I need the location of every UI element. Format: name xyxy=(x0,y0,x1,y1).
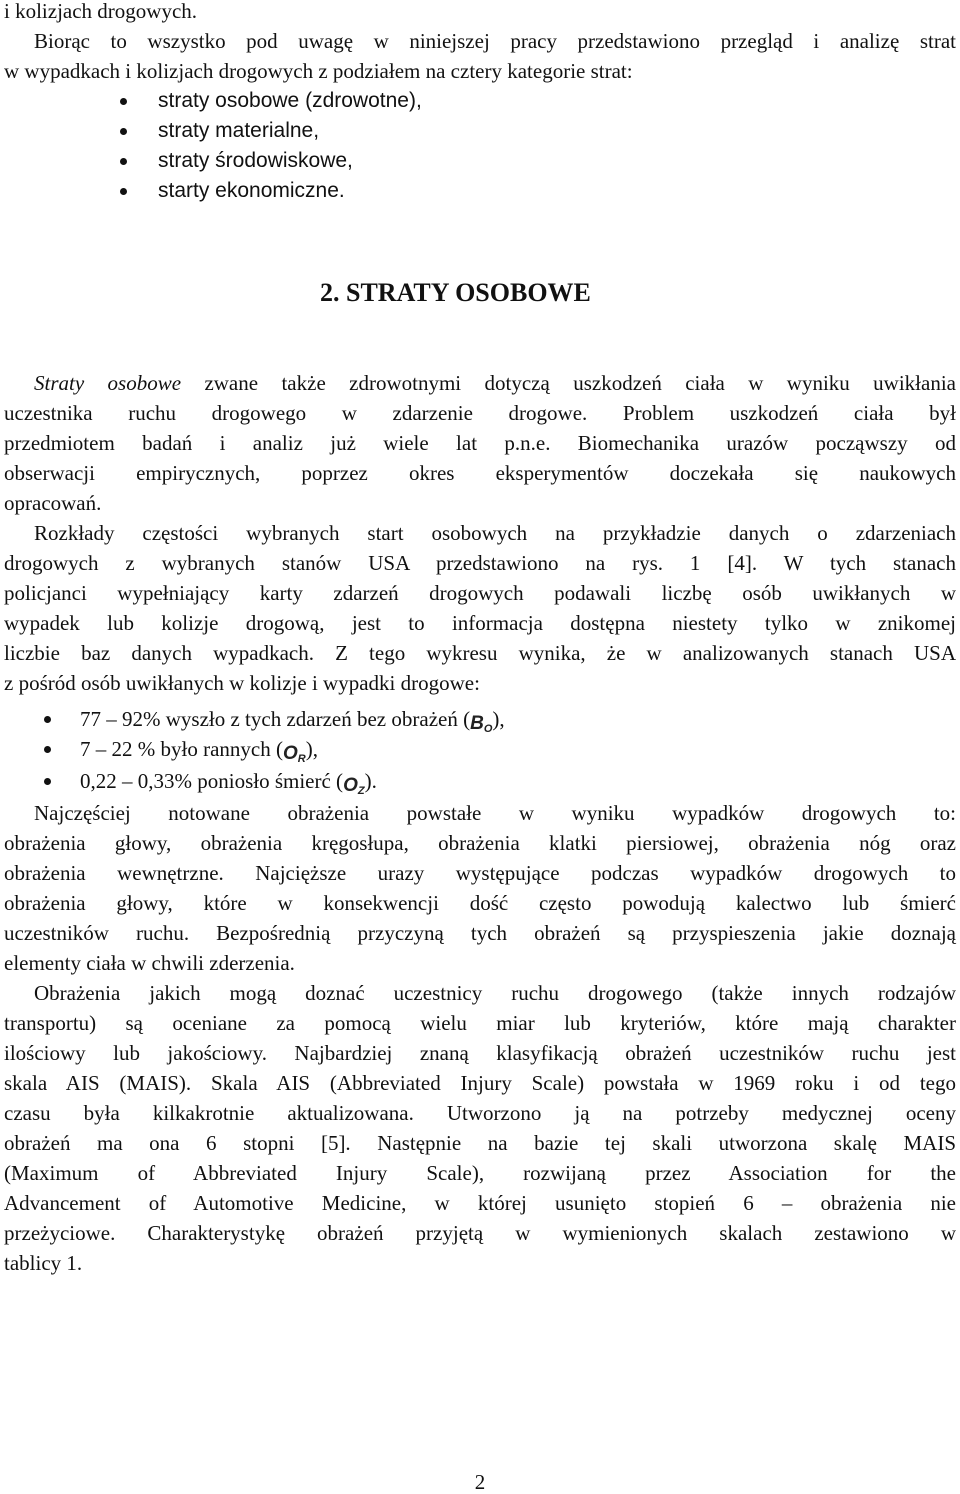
intro-line-2: Biorąc to wszystko pod uwagę w niniejszej pracy przedstawiono przegląd i analizę strat xyxy=(34,29,956,53)
bullet-dot-icon xyxy=(44,716,51,723)
p4-line-7: (Maximum of Abbreviated Injury Scale), rozwijaną przez Association for the xyxy=(4,1161,956,1185)
p4-line-6: obrażeń ma ona 6 stopni [5]. Następnie na bazie tej skali utworzona skalę MAIS xyxy=(4,1131,956,1155)
formula-symbol: $O_Z$ xyxy=(343,775,365,797)
p1-line-4: obserwacji empirycznych, poprzez okres eksperymentów doczekała się naukowych xyxy=(4,461,956,485)
p3-line-5: uczestników ruchu. Bezpośrednią przyczyną tych obrażeń są przyspieszenia jakie doznają xyxy=(4,921,956,945)
bullet-dot-icon xyxy=(120,98,127,105)
p4-line-8: Advancement of Automotive Medicine, w której usunięto stopień 6 – obrażenia nie xyxy=(4,1191,956,1215)
p2-line-6: z pośród osób uwikłanych w kolizje i wypadki drogowe: xyxy=(4,671,480,695)
document-page: i kolizjach drogowych. Biorąc to wszystko pod uwagę w niniejszej pracy przedstawiono przegląd i analizę strat w wypadkach i kolizjach drogowych z podziałem na cztery kategorie strat: straty osobowe (zdrowotne), straty materialne, straty środowiskowe, starty ekonomiczne. 2. STRATY OSOBOWE Straty osobowe zwane także zdrowotnymi dotyczą uszkodzeń ciała w wyniku uwikłania uczestnika ruchu drogowego w zdarzenie drogowe. Problem uszkodzeń ciała był przedmiotem badań i analiz już wiele lat p.n.e. Biomechanika urazów począwszy od obserwacji empirycznych, poprzez okres eksperymentów doczekała się naukowych opracowań. Rozkłady częstości wybranych start osobowych na przykładzie danych o zdarzeniach drogowych z wybranych stanów USA przedstawiono na rys. 1 [4]. W tych stanach policjanci wypełniający karty zdarzeń drogowych podawali liczbę osób uwikłanych w wypadek lub kolizje drogową, jest to informacja dostępna niestety tylko w znikomej liczbie baz danych wypadkach. Z tego wykresu wynika, że w analizowanych stanach USA z pośród osób uwikłanych w kolizje i wypadki drogowe: 77 – 92% wyszło z tych zdarzeń bez obrażeń $(B_O)$, 7 – 22 % było rannych $(O_R)$, 0,22 – 0,33% poniosło śmierć $(O_Z)$. Najczęściej notowane obrażenia powstałe w wyniku wypadków drogowych to: obrażenia głowy, obrażenia kręgosłupa, obrażenia klatki piersiowej, obrażenia nóg oraz obrażenia wewnętrzne. Najcięższe urazy występujące podczas wypadków drogowych to obrażenia głowy, które w konsekwencji dość często powodują kalectwo lub śmierć uczestników ruchu. Bezpośrednią przyczyną tych obrażeń są przyspieszenia jakie doznają elementy ciała w chwili zderzenia. Obrażenia jakich mogą doznać uczestnicy ruchu drogowego (także innych rodzajów transportu) są oceniane za pomocą wielu miar lub kryteriów, które mają charakter ilościowy lub jakościowy. Najbardziej znaną klasyfikacją obrażeń uczestników ruchu jest skala AIS (MAIS). Skala AIS (Abbreviated Injury Scale) powstała w 1969 roku i od tego czasu była kilkakrotnie aktualizowana. Utworzono ją na potrzeby medycznej oceny obrażeń ma ona 6 stopni [5]. Następnie na bazie tej skali utworzona skalę MAIS (Maximum of Abbreviated Injury Scale), rozwijaną przez Association for the Advancement of Automotive Medicine, w której usunięto stopień 6 – obrażenia nie przeżyciowe. Charakterystykę obrażeń przyjętą w wymienionych skalach zestawiono w tablicy 1. 2 xyxy=(0,0,960,1494)
p4-line-1: Obrażenia jakich mogą doznać uczestnicy ruchu drogowego (także innych rodzajów xyxy=(34,981,956,1005)
intro-line-1: i kolizjach drogowych. xyxy=(4,0,198,23)
page-number: 2 xyxy=(474,1470,486,1494)
p2-line-4: wypadek lub kolizje drogową, jest to informacja dostępna niestety tylko w znikomej xyxy=(4,611,956,635)
p3-line-3: obrażenia wewnętrzne. Najcięższe urazy występujące podczas wypadków drogowych to xyxy=(4,861,956,885)
p2-line-3: policjanci wypełniający karty zdarzeń drogowych podawali liczbę osób uwikłanych w xyxy=(4,581,956,605)
p2-line-1: Rozkłady częstości wybranych start osobowych na przykładzie danych o zdarzeniach xyxy=(34,521,956,545)
intro-line-3: w wypadkach i kolizjach drogowych z podziałem na cztery kategorie strat: xyxy=(4,59,633,83)
formula-symbol: $O_R$ xyxy=(282,743,306,765)
p4-line-5: czasu była kilkakrotnie aktualizowana. Utworzono ją na potrzeby medycznej oceny xyxy=(4,1101,956,1125)
bullet-dot-icon xyxy=(120,188,127,195)
bullet-dot-icon xyxy=(120,128,127,135)
p2-line-5: liczbie baz danych wypadkach. Z tego wykresu wynika, że w analizowanych stanach USA xyxy=(4,641,956,665)
p4-line-10: tablicy 1. xyxy=(4,1251,83,1275)
p1-line-1: Straty osobowe zwane także zdrowotnymi dotyczą uszkodzeń ciała w wyniku uwikłania xyxy=(34,371,956,395)
p3-line-6: elementy ciała w chwili zderzenia. xyxy=(4,951,295,975)
p4-line-4: skala AIS (MAIS). Skala AIS (Abbreviated Injury Scale) powstała w 1969 roku i od tego xyxy=(4,1071,956,1095)
p3-line-1: Najczęściej notowane obrażenia powstałe w wyniku wypadków drogowych to: xyxy=(34,801,956,825)
p2-line-2: drogowych z wybranych stanów USA przedstawiono na rys. 1 [4]. W tych stanach xyxy=(4,551,956,575)
p4-line-2: transportu) są oceniane za pomocą wielu miar lub kryteriów, które mają charakter xyxy=(4,1011,956,1035)
p1-line-2: uczestnika ruchu drogowego w zdarzenie drogowe. Problem uszkodzeń ciała był xyxy=(4,401,956,425)
p3-line-2: obrażenia głowy, obrażenia kręgosłupa, obrażenia klatki piersiowej, obrażenia nóg oraz xyxy=(4,831,956,855)
bullet-dot-icon xyxy=(44,778,51,785)
section-heading: 2. STRATY OSOBOWE xyxy=(320,278,591,307)
formula-symbol: $B_O$ xyxy=(470,713,493,735)
bullet-dot-icon xyxy=(120,158,127,165)
p1-line-3: przedmiotem badań i analiz już wiele lat p.n.e. Biomechanika urazów począwszy od xyxy=(4,431,956,455)
p3-line-4: obrażenia głowy, które w konsekwencji dość często powodują kalectwo lub śmierć xyxy=(4,891,956,915)
p4-line-3: ilościowy lub jakościowy. Najbardziej znaną klasyfikacją obrażeń uczestników ruchu jest xyxy=(4,1041,956,1065)
bullet-dot-icon xyxy=(44,746,51,753)
p1-line-5: opracowań. xyxy=(4,491,102,515)
p4-line-9: przeżyciowe. Charakterystykę obrażeń przyjętą w wymienionych skalach zestawiono w xyxy=(4,1221,956,1245)
